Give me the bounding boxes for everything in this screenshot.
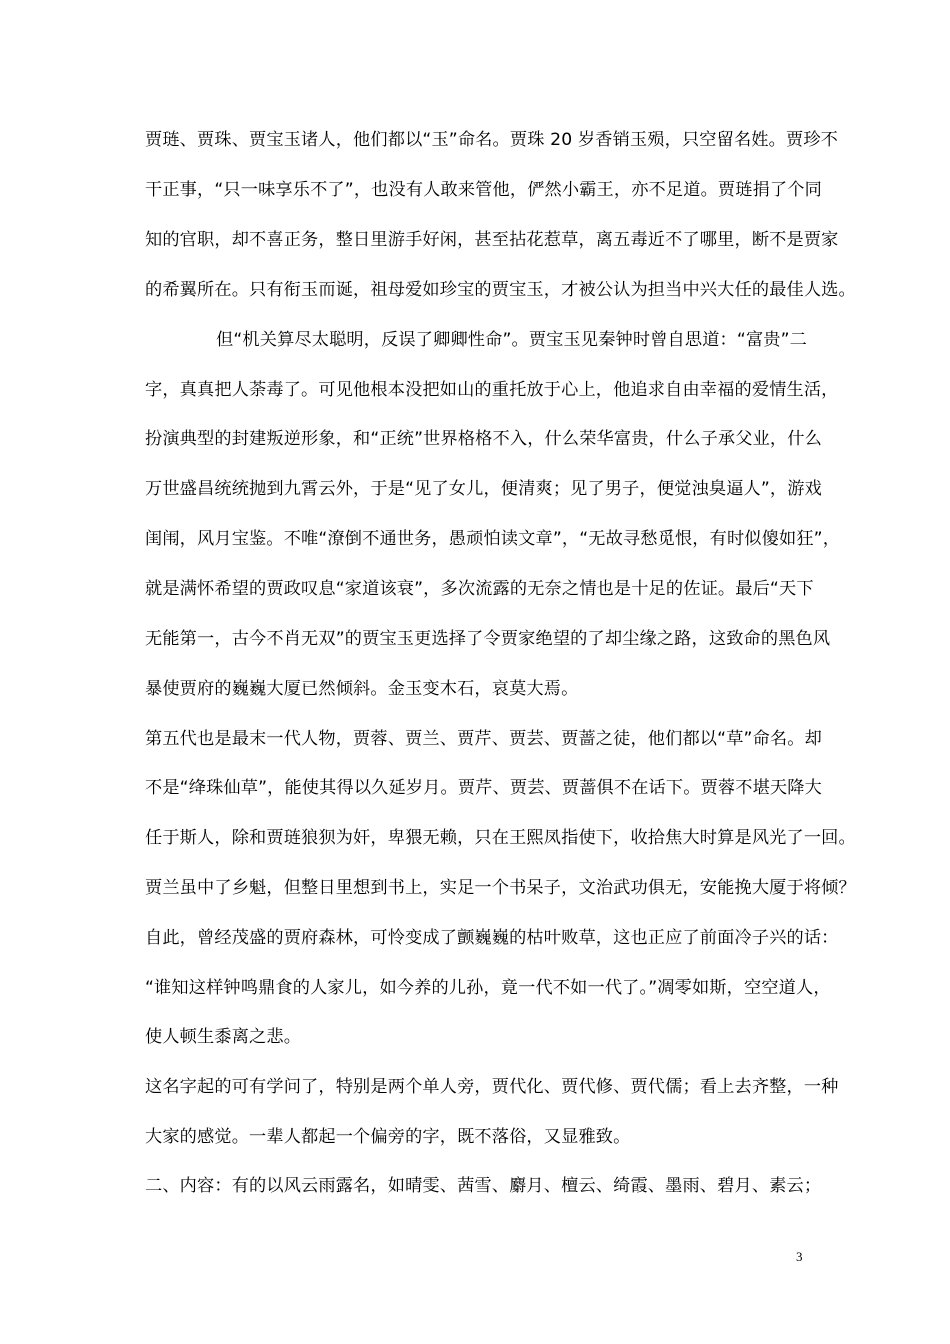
text-line-11: 无能第一，古今不肖无双”的贾宝玉更选择了令贾家绝望的了却尘缘之路，这致命的黑色风 xyxy=(145,629,831,649)
text-line-5: 但“机关算尽太聪明，反误了卿卿性命”。贾宝玉见秦钟时曾自思道：“富贵”二 xyxy=(216,330,808,350)
text-line-2: 干正事，“只一味享乐不了”，也没有人敢来管他，俨然小霸王，亦不足道。贾琏捐了个同 xyxy=(145,180,822,200)
text-line-12: 暴使贾府的巍巍大厦已然倾斜。金玉变木石，哀莫大焉。 xyxy=(145,679,579,699)
text-line-15: 任于斯人，除和贾琏狼狈为奸，卑猥无赖，只在王熙凤指使下，收拾焦大时算是风光了一回。 xyxy=(145,828,856,848)
text-line-13: 第五代也是最末一代人物，贾蓉、贾兰、贾芹、贾芸、贾蔷之徒，他们都以“草”命名。却 xyxy=(145,729,822,749)
text-line-8: 万世盛昌统统抛到九霄云外，于是“见了女儿，便清爽；见了男子，便觉浊臭逼人”，游戏 xyxy=(145,479,822,499)
text-line-22: 二、内容：有的以风云雨露名，如晴雯、茜雪、麝月、檀云、绮霞、墨雨、碧月、素云； xyxy=(145,1176,822,1196)
text-line-4: 的希翼所在。只有衔玉而诞，祖母爱如珍宝的贾宝玉，才被公认为担当中兴大任的最佳人选。 xyxy=(145,280,856,300)
text-line-17: 自此，曾经茂盛的贾府森林，可怜变成了颤巍巍的枯叶败草，这也正应了前面冷子兴的话： xyxy=(145,928,839,948)
text-line-20: 这名字起的可有学问了，特别是两个单人旁，贾代化、贾代修、贾代儒；看上去齐整，一种 xyxy=(145,1077,839,1097)
text-line-3: 知的官职，却不喜正务，整日里游手好闲，甚至拈花惹草，离五毒近不了哪里，断不是贾家 xyxy=(145,230,839,250)
text-line-16: 贾兰虽中了乡魁，但整日里想到书上，实足一个书呆子，文治武功俱无，安能挽大厦于将倾？ xyxy=(145,878,856,898)
text-line-1: 贾琏、贾珠、贾宝玉诸人，他们都以“玉”命名。贾珠 20 岁香销玉殒，只空留名姓。贾珍不 xyxy=(145,130,838,150)
text-line-10: 就是满怀希望的贾政叹息“家道该衰”，多次流露的无奈之情也是十足的佐证。最后“天下 xyxy=(145,579,814,599)
text-line-21: 大家的感觉。一辈人都起一个偏旁的字，既不落俗，又显雅致。 xyxy=(145,1127,631,1147)
text-line-7: 扮演典型的封建叛逆形象，和“正统”世界格格不入，什么荣华富贵，什么子承父业，什么 xyxy=(145,429,822,449)
text-line-14: 不是“绛珠仙草”，能使其得以久延岁月。贾芹、贾芸、贾蔷俱不在话下。贾蓉不堪天降大 xyxy=(145,778,822,798)
text-line-6: 字，真真把人荼毒了。可见他根本没把如山的重托放于心上，他追求自由幸福的爱情生活， xyxy=(145,380,839,400)
page-number: 3 xyxy=(796,1249,803,1264)
text-line-9: 闺闱，风月宝鉴。不唯“潦倒不通世务，愚顽怕读文章”，“无故寻愁觅恨，有时似傻如狂”， xyxy=(145,529,841,549)
text-line-19: 使人顿生黍离之悲。 xyxy=(145,1027,302,1047)
text-line-18: “谁知这样钟鸣鼎食的人家儿，如今养的儿孙，竟一代不如一代了。”凋零如斯，空空道人， xyxy=(145,978,831,998)
